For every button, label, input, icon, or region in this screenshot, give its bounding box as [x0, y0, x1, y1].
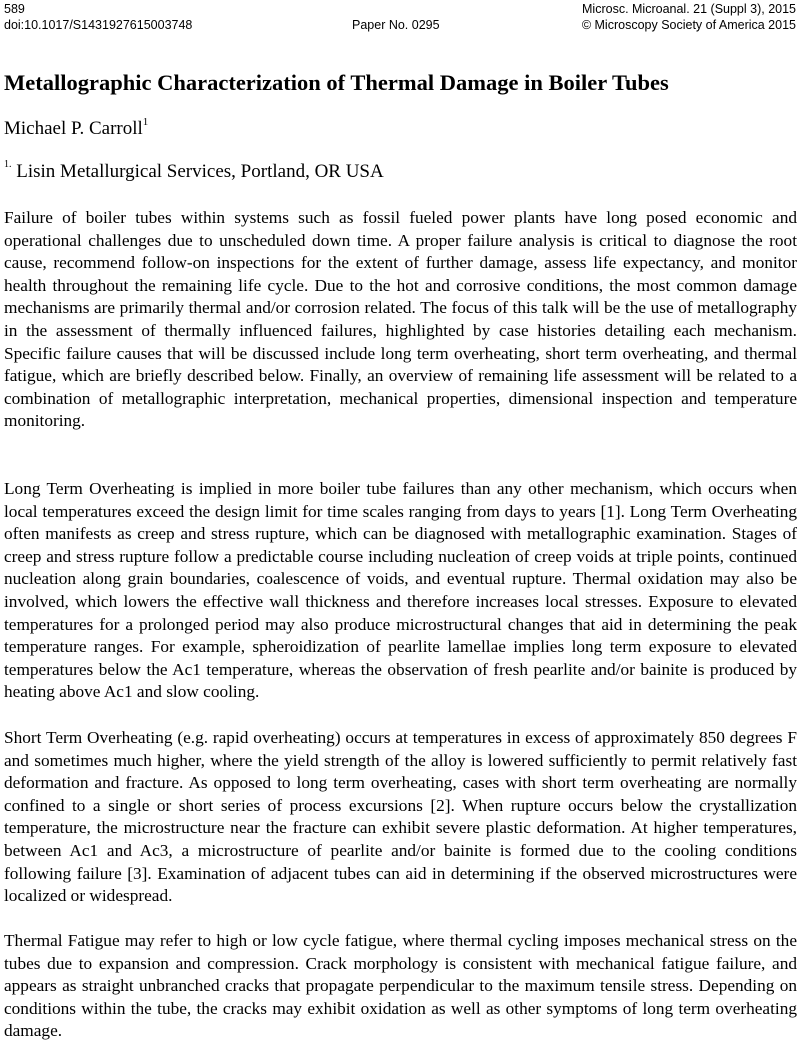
paragraph-thermal-fatigue: Thermal Fatigue may refer to high or low cycle fatigue, where thermal cycling imposes mechanical stress on the tubes due to expansion and compression. Crack morphology is consistent with mechanical fatigue failure, and appears as straight unbranched cracks that propagate perpendicular to the maximum tensile stress. Depending on conditions within the tube, the cracks may exhibit oxidation as well as other symptoms of long term overheating damage.: [4, 931, 797, 1041]
affiliation-mark: 1.: [4, 159, 12, 170]
paragraph-short-term-overheating: Short Term Overheating (e.g. rapid overheating) occurs at temperatures in excess of approximately 850 degrees F and sometimes much higher, where the yield strength of the alloy is lowered sufficiently to permit relatively fast deformation and fracture. As opposed to long term overheating, cases with short term overheating are normally confined to a single or short series of process excursions [2]. When rupture occurs below the crystallization temperature, the microstructure near the fracture can exhibit severe plastic deformation. At higher temperatures, between Ac1 and Ac3, a microstructure of pearlite and/or bainite is formed due to the cooling conditions following failure [3]. Examination of adjacent tubes can aid in determining if the observed microstructures were localized or widespread.: [4, 728, 797, 906]
author-affiliation-mark: 1: [142, 116, 149, 128]
journal-citation: Microsc. Microanal. 21 (Suppl 3), 2015: [582, 2, 796, 16]
author-name: Michael P. Carroll: [4, 118, 143, 139]
page-number: 589: [4, 2, 25, 16]
doi: doi:10.1017/S1431927615003748: [4, 18, 193, 32]
paper-number: Paper No. 0295: [352, 18, 440, 32]
paragraph-long-term-overheating: Long Term Overheating is implied in more boiler tube failures than any other mechanism, which occurs when local temperatures exceed the design limit for time scales ranging from days to years [1]. Long Term Overheating often manifests as creep and stress rupture, which can be diagnosed with metallographic examination. Stages of creep and stress rupture follow a predictable course including nucleation of creep voids at triple points, continued nucleation along grain boundaries, coalescence of voids, and eventual rupture. Thermal oxidation may also be involved, which lowers the effective wall thickness and therefore increases local stresses. Exposure to elevated temperatures for a prolonged period may also produce microstructural changes that aid in determining the peak temperature ranges. For example, spheroidization of pearlite lamellae implies long term exposure to elevated temperatures below the Ac1 temperature, whereas the observation of fresh pearlite and/or bainite is produced by heating above Ac1 and slow cooling.: [4, 479, 797, 702]
paragraph-introduction: Failure of boiler tubes within systems such as fossil fueled power plants have long posed economic and operational challenges due to unscheduled down time. A proper failure analysis is critical to diagnose the root cause, recommend follow-on inspections for the extent of further damage, assess life expectancy, and monitor health throughout the remaining life cycle. Due to the hot and corrosive conditions, the most common damage mechanisms are primarily thermal and/or corrosion related. The focus of this talk will be the use of metallography in the assessment of thermally influenced failures, highlighted by case histories detailing each mechanism. Specific failure causes that will be discussed include long term overheating, short term overheating, and thermal fatigue, which are briefly described below. Finally, an overview of remaining life assessment will be related to a combination of metallographic interpretation, mechanical properties, dimensional inspection and temperature monitoring.: [4, 208, 797, 431]
author-line: [4, 118, 148, 140]
affiliation-text: Lisin Metallurgical Services, Portland, OR USA: [11, 161, 384, 182]
copyright-notice: © Microscopy Society of America 2015: [581, 18, 796, 32]
affiliation-line: [4, 161, 384, 183]
paper-title: Metallographic Characterization of Thermal Damage in Boiler Tubes: [4, 70, 669, 95]
